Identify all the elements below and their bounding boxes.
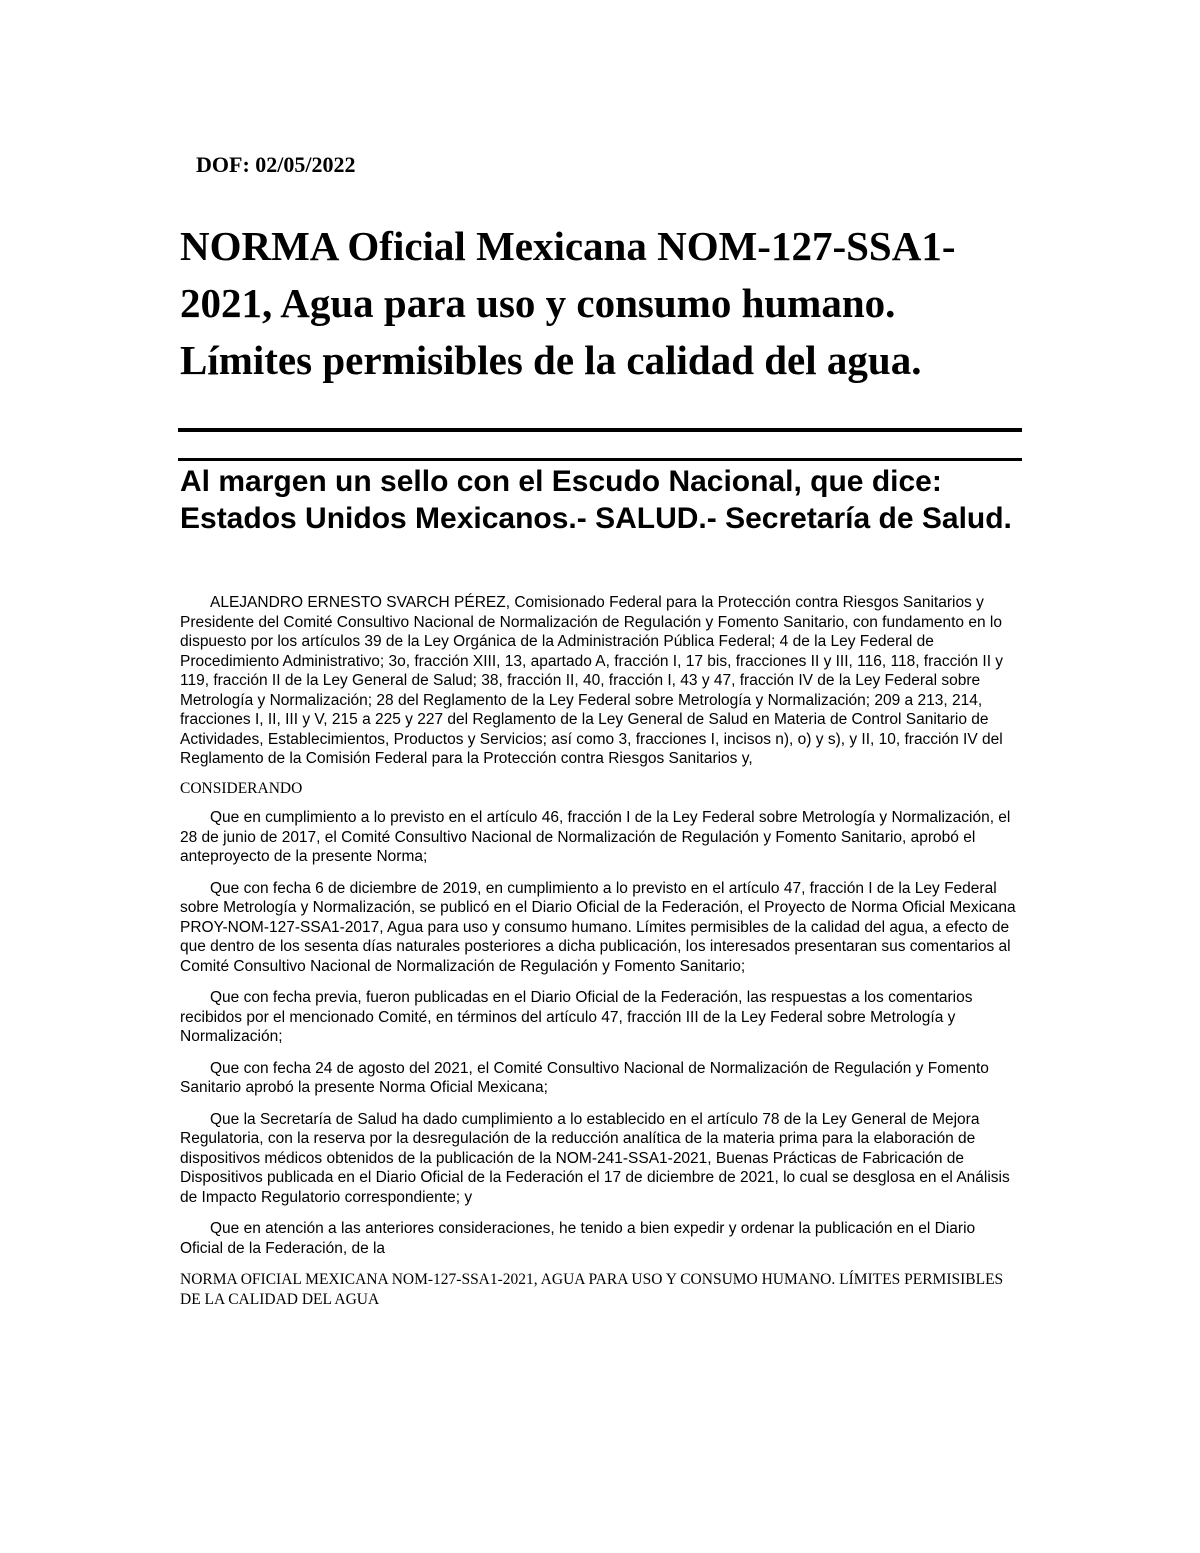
considerando-paragraph-2: Que con fecha 6 de diciembre de 2019, en cumplimiento a lo previsto en el artículo 47, fracción I de la Ley Federal sobre Metrología y Normalización, se publicó en el Diario Oficial de la Federación, el Proyecto de Norma Oficial Mexicana PROY-NOM-127-SSA1-2017, Agua para uso y consumo humano. Límites permisibles de la calidad del agua, a efecto de que dentro de los sesenta días naturales posteriores a dicha publicación, los interesados presentaran sus comentarios al Comité Consultivo Nacional de Normalización de Regulación y Fomento Sanitario; (180, 879, 1016, 975)
document-body (180, 593, 1022, 1310)
considerando-paragraph-4: Que con fecha 24 de agosto del 2021, el Comité Consultivo Nacional de Normalización de Regulación y Fomento Sanitario aprobó la presente Norma Oficial Mexicana; (180, 1059, 989, 1096)
considerando-paragraph-3: Que con fecha previa, fueron publicadas en el Diario Oficial de la Federación, las respuestas a los comentarios recibidos por el mencionado Comité, en términos del artículo 47, fracción III de la Ley Federal sobre Metrología y Normalización; (180, 989, 973, 1045)
considerando-paragraph-1: Que en cumplimiento a lo previsto en el artículo 46, fracción I de la Ley Federal sobre Metrología y Normalización, el 28 de junio de 2017, el Comité Consultivo Nacional de Normalización de Regulación y Fomento Sanitario, aprobó el anteproyecto de la presente Norma; (180, 809, 1011, 865)
considerando-paragraph-6: Que en atención a las anteriores consideraciones, he tenido a bien expedir y ordenar la publicación en el Diario Oficial de la Federación, de la (180, 1220, 976, 1257)
considerando-heading: CONSIDERANDO (180, 779, 303, 797)
subtitle-divider (178, 458, 1022, 461)
norm-title-caps: NORMA OFICIAL MEXICANA NOM-127-SSA1-2021, AGUA PARA USO Y CONSUMO HUMANO. LÍMITES PERMISIBLES DE LA CALIDAD DEL AGUA (180, 1271, 1004, 1308)
document-title: NORMA Oficial Mexicana NOM-127-SSA1-2021, Agua para uso y consumo humano. Límites permisibles de la calidad del agua. (180, 223, 956, 383)
title-divider (178, 428, 1022, 432)
considerando-paragraph-5: Que la Secretaría de Salud ha dado cumplimiento a lo establecido en el artículo 78 de la Ley General de Mejora Regulatoria, con la reserva por la desregulación de la reducción analítica de la materia prima para la elaboración de dispositivos médicos obtenidos de la publicación de la NOM-241-SSA1-2021, Buenas Prácticas de Fabricación de Dispositivos publicada en el Diario Oficial de la Federación el 17 de diciembre de 2021, lo cual se desglosa en el Análisis de Impacto Regulatorio correspondiente; y (180, 1110, 1010, 1206)
dof-date: DOF: 02/05/2022 (196, 152, 356, 177)
document-subtitle: Al margen un sello con el Escudo Nacional, que dice: Estados Unidos Mexicanos.- SALUD.- Secretaría de Salud. (180, 465, 1012, 535)
preamble-paragraph: ALEJANDRO ERNESTO SVARCH PÉREZ, Comisionado Federal para la Protección contra Riesgos Sanitarios y Presidente del Comité Consultivo Nacional de Normalización de Regulación y Fomento Sanitario, con fundamento en lo dispuesto por los artículos 39 de la Ley Orgánica de la Administración Pública Federal; 4 de la Ley Federal de Procedimiento Administrativo; 3o, fracción XIII, 13, apartado A, fracción I, 17 bis, fracciones II y III, 116, 118, fracción II y 119, fracción II de la Ley General de Salud; 38, fracción II, 40, fracción I, 43 y 47, fracción IV de la Ley Federal sobre Metrología y Normalización; 28 del Reglamento de la Ley Federal sobre Metrología y Normalización; 209 a 213, 214, fracciones I, II, III y V, 215 a 225 y 227 del Reglamento de la Ley General de Salud en Materia de Control Sanitario de Actividades, Establecimientos, Productos y Servicios; así como 3, fracciones I, incisos n), o) y s), y II, 10, fracción IV del Reglamento de la Comisión Federal para la Protección contra Riesgos Sanitarios y, (180, 594, 1004, 767)
